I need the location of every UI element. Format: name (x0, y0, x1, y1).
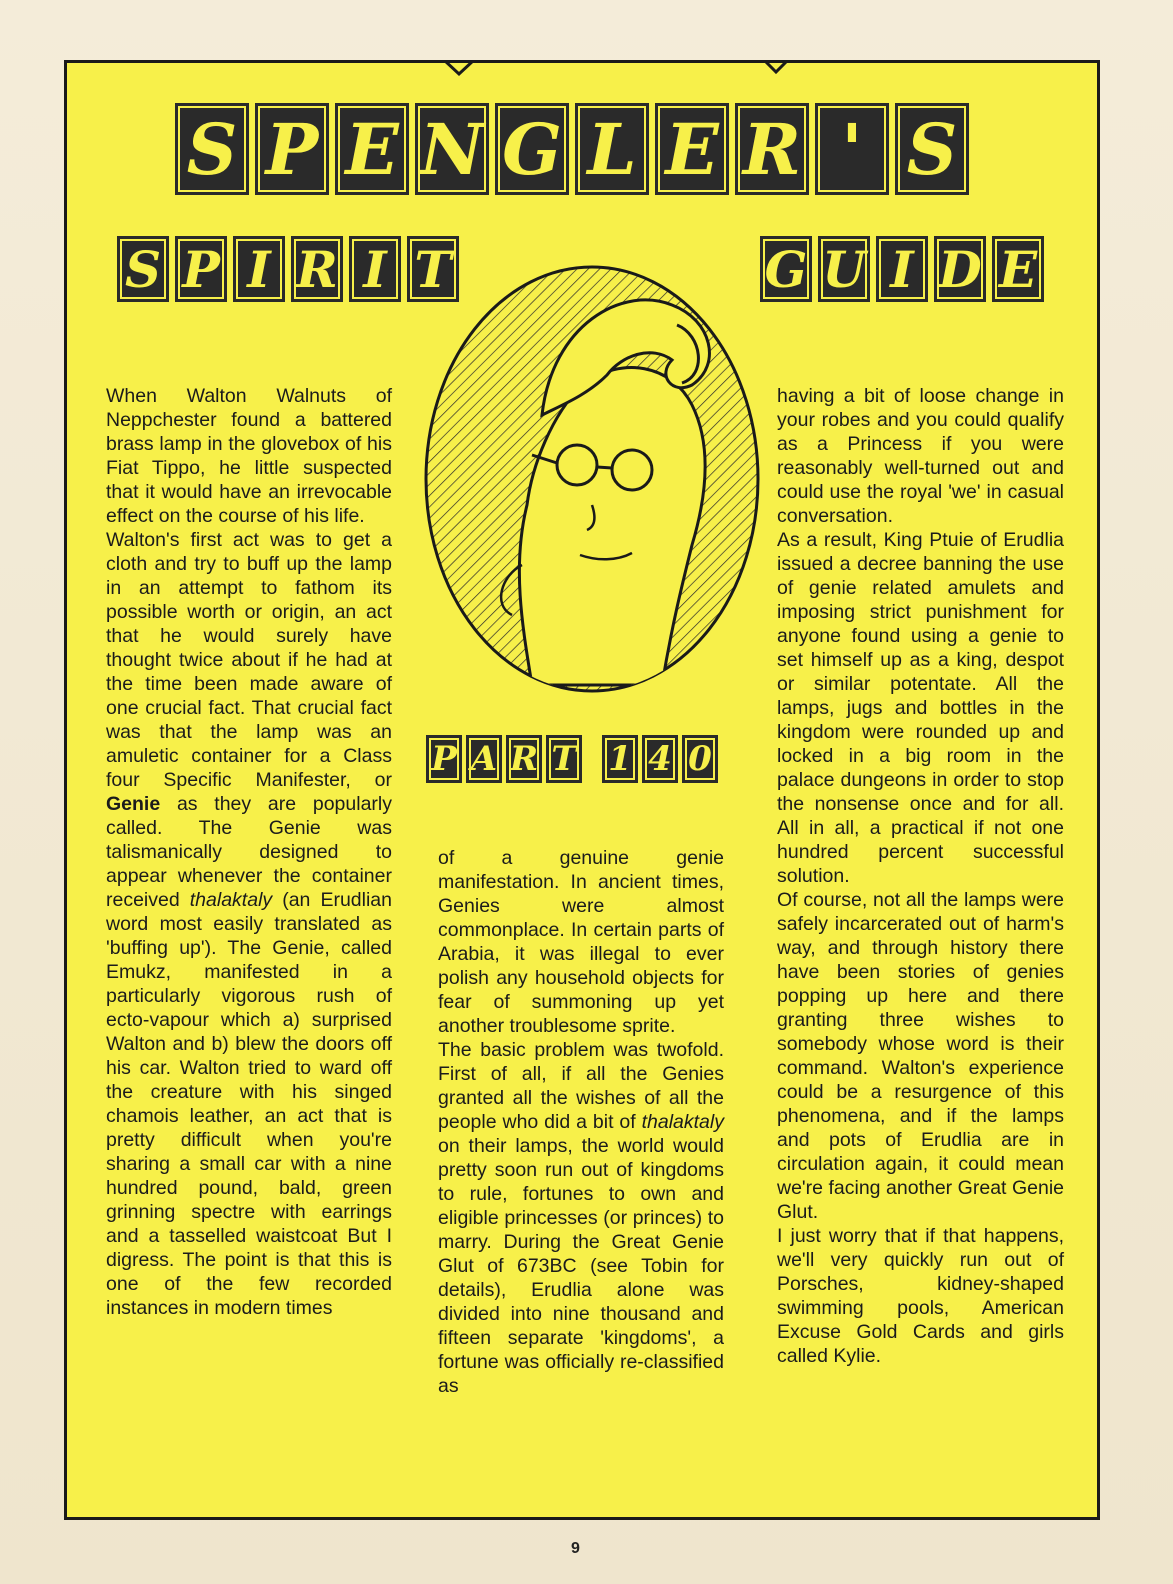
paragraph: When Walton Walnuts of Neppchester found a battered brass lamp in the glovebox of his Fiat Tippo, he little suspected that it would have an irrevocable effect on the course of his life. (106, 385, 392, 527)
page-number: 9 (571, 1540, 580, 1557)
part-letter: A (466, 735, 502, 783)
text-run: (an Erudlian word most easily translated as 'buffing up'). The Genie, called Emukz, manifested in a particularly vigorous rush of ecto-vapour which a) surprised Walton and b) blew the doors off his car. Walton tried to ward off the creature with his singed chamois leather, an act that is pretty difficult when you're sharing a small car with a nine hundred pound, bald, green grinning spectre with earrings and a tasselled waistcoat But I digress. The point is that this is one of the few recorded instances in modern times (106, 889, 392, 1319)
title-spirit (117, 236, 459, 302)
text-run: as they are popularly called. The Genie was talismanically designed to appear whenever the container received (106, 793, 392, 911)
part-digit: 0 (682, 735, 718, 783)
part-spacer (586, 735, 598, 783)
title-letter: D (934, 236, 986, 302)
title-letter: I (349, 236, 401, 302)
paragraph (106, 528, 392, 1320)
title-letter: R (735, 103, 809, 195)
title-letter: P (175, 236, 227, 302)
title-letter: U (818, 236, 870, 302)
title-letter: T (407, 236, 459, 302)
title-letter: G (495, 103, 569, 195)
title-guide (760, 236, 1044, 302)
text-run: on their lamps, the world would pretty soon run out of kingdoms to rule, fortunes to own and eligible princesses (or princes) to marry. During the Great Genie Glut of 673BC (see Tobin for details), Erudlia alone was divided into nine thousand and fifteen separate 'kingdoms', a fortune was officially re-classified as (438, 1135, 724, 1397)
part-digit: 1 (602, 735, 638, 783)
text-run-bold: Genie (106, 793, 161, 815)
part-digit: 4 (642, 735, 678, 783)
title-letter: S (175, 103, 249, 195)
paragraph: Of course, not all the lamps were safely incarcerated out of harm's way, and through history there have been stories of genies popping up here and there granting three wishes to somebody whose word is their command. Walton's experience could be a resurgence of this phenomena, and if the lamps and pots of Erudlia are in circulation again, it could mean we're facing another Great Genie Glut. (777, 889, 1064, 1223)
part-letter: P (426, 735, 462, 783)
title-letter: E (992, 236, 1044, 302)
paragraph (438, 1038, 724, 1398)
title-letter: S (117, 236, 169, 302)
part-heading (426, 735, 718, 783)
title-letter: E (335, 103, 409, 195)
title-spenglers (175, 103, 969, 195)
spengler-portrait-illustration (422, 265, 762, 693)
title-letter: N (415, 103, 489, 195)
paragraph: As a result, King Ptuie of Erudlia issued a decree banning the use of genie related amulets and imposing strict punishment for anyone found using a genie to set himself up as a king, despot or similar potentate. All the lamps, jugs and bottles in the kingdom were rounded up and locked in a big room in the palace dungeons in order to stop the nonsense once and for all. All in all, a practical if not one hundred percent successful solution. (777, 529, 1064, 887)
paragraph: having a bit of loose change in your robes and you could qualify as a Princess if you were reasonably well-turned out and could use the royal 'we' in casual conversation. (777, 385, 1064, 527)
title-letter: P (255, 103, 329, 195)
text-run-italic: thalaktaly (189, 889, 273, 911)
title-letter: I (876, 236, 928, 302)
part-letter: R (506, 735, 542, 783)
text-run: The basic problem was twofold. First of all, if all the Genies granted all the wishes of all the people who did a bit of (438, 1039, 724, 1133)
column-right (777, 384, 1064, 1368)
part-letter: T (546, 735, 582, 783)
title-letter: L (575, 103, 649, 195)
title-letter: G (760, 236, 812, 302)
title-letter: I (233, 236, 285, 302)
column-left (106, 384, 392, 1320)
title-letter: ' (815, 103, 889, 195)
column-middle (438, 846, 724, 1398)
paragraph: of a genuine genie manifestation. In ancient times, Genies were almost commonplace. In certain parts of Arabia, it was illegal to ever polish any household objects for fear of summoning up yet another troublesome sprite. (438, 847, 724, 1037)
title-letter: R (291, 236, 343, 302)
title-letter: E (655, 103, 729, 195)
text-run: Walton's first act was to get a cloth and try to buff up the lamp in an attempt to fathom its possible worth or origin, an act that he would surely have thought twice about if he had at the time been made aware of one crucial fact. That crucial fact was that the lamp was an amuletic container for a Class four Specific Manifester, or (106, 529, 392, 791)
text-run-italic: thalaktaly (641, 1111, 724, 1133)
paragraph: I just worry that if that happens, we'll very quickly run out of Porsches, kidney-shaped swimming pools, American Excuse Gold Cards and girls called Kylie. (777, 1225, 1064, 1367)
title-letter: S (895, 103, 969, 195)
